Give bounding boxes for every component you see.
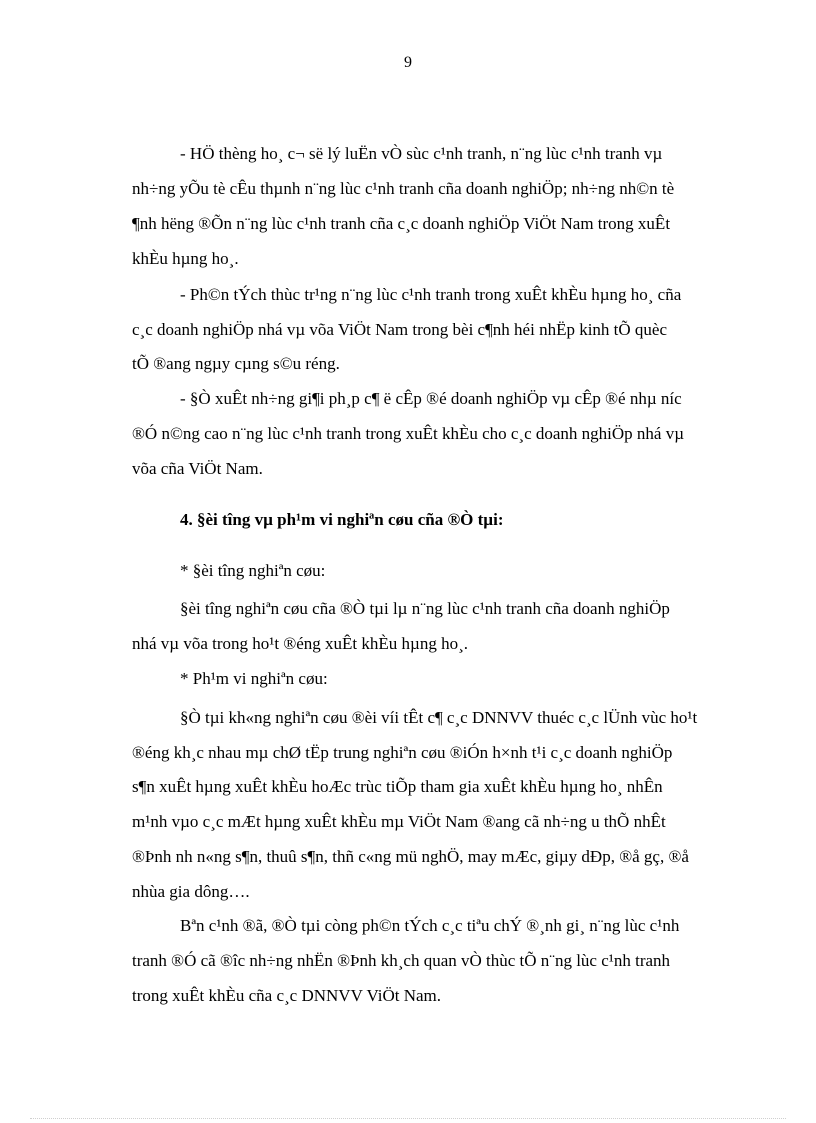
paragraph-line: §èi tîng nghiªn cøu cña ®Ò tµi lµ n¨ng lùc c¹nh tranh cña doanh nghiÖp bbox=[180, 599, 670, 618]
paragraph-line: trong xuÊt khÈu cña c¸c DNNVV ViÖt Nam. bbox=[132, 986, 442, 1005]
paragraph-line: s¶n xuÊt hµng xuÊt khÈu hoÆc trùc tiÕp tham gia xuÊt khÈu hµng ho¸ nhÊn bbox=[132, 777, 663, 796]
page-bottom-divider bbox=[30, 1118, 786, 1119]
paragraph-line: nhá vµ võa trong ho¹t ®éng xuÊt khÈu hµng ho¸. bbox=[132, 634, 468, 653]
subheading-line: * Ph¹m vi nghiªn cøu: bbox=[180, 669, 328, 688]
paragraph-line: khÈu hµng ho¸. bbox=[132, 249, 239, 268]
paragraph-line: tranh ®Ó cã ®îc nh÷ng nhËn ®Þnh kh¸ch quan vÒ thùc tÕ n¨ng lùc c¹nh tranh bbox=[132, 951, 671, 970]
paragraph-line: c¸c doanh nghiÖp nhá vµ võa ViÖt Nam trong bèi c¶nh héi nhËp kinh tÕ quèc bbox=[132, 320, 668, 339]
section-heading: 4. §èi tîng vµ ph¹m vi nghiªn cøu cña ®Ò tµi: bbox=[180, 510, 504, 529]
paragraph-line: nhùa gia dông…. bbox=[132, 882, 250, 901]
paragraph-line: ¶nh hëng ®Õn n¨ng lùc c¹nh tranh cña c¸c doanh nghiÖp ViÖt Nam trong xuÊt bbox=[132, 214, 671, 233]
subheading-line: * §èi tîng nghiªn cøu: bbox=[180, 561, 326, 580]
paragraph-line: ®Ó n©ng cao n¨ng lùc c¹nh tranh trong xuÊt khÈu cho c¸c doanh nghiÖp nhá vµ bbox=[132, 424, 685, 443]
paragraph-line: - HÖ thèng ho¸ c¬ së lý luËn vÒ sùc c¹nh tranh, n¨ng lùc c¹nh tranh vµ bbox=[180, 144, 663, 163]
paragraph-line: - §Ò xuÊt nh÷ng gi¶i ph¸p c¶ ë cÊp ®é doanh nghiÖp vµ cÊp ®é nhµ níc bbox=[180, 389, 682, 408]
paragraph-line: m¹nh vµo c¸c mÆt hµng xuÊt khÈu mµ ViÖt Nam ®ang cã nh÷ng u thÕ nhÊt bbox=[132, 812, 666, 831]
paragraph-line: ®éng kh¸c nhau mµ chØ tËp trung nghiªn cøu ®iÓn h×nh t¹i c¸c doanh nghiÖp bbox=[132, 743, 673, 762]
paragraph-line: nh÷ng yÕu tè cÊu thµnh n¨ng lùc c¹nh tranh cña doanh nghiÖp; nh÷ng nh©n tè bbox=[132, 179, 675, 198]
paragraph-line: võa cña ViÖt Nam. bbox=[132, 459, 263, 478]
paragraph-line: tÕ ®ang ngµy cµng s©u réng. bbox=[132, 354, 340, 373]
page-number: 9 bbox=[404, 54, 412, 71]
paragraph-line: ®Þnh nh n«ng s¶n, thuû s¶n, thñ c«ng mü nghÖ, may mÆc, giµy dÐp, ®å gç, ®å bbox=[132, 847, 689, 866]
paragraph-line: Bªn c¹nh ®ã, ®Ò tµi còng ph©n tÝch c¸c tiªu chÝ ®¸nh gi¸ n¨ng lùc c¹nh bbox=[180, 916, 680, 935]
paragraph-line: §Ò tµi kh«ng nghiªn cøu ®èi víi tÊt c¶ c¸c DNNVV thuéc c¸c lÜnh vùc ho¹t bbox=[180, 708, 698, 727]
paragraph-line: - Ph©n tÝch thùc tr¹ng n¨ng lùc c¹nh tranh trong xuÊt khÈu hµng ho¸ cña bbox=[180, 285, 682, 304]
